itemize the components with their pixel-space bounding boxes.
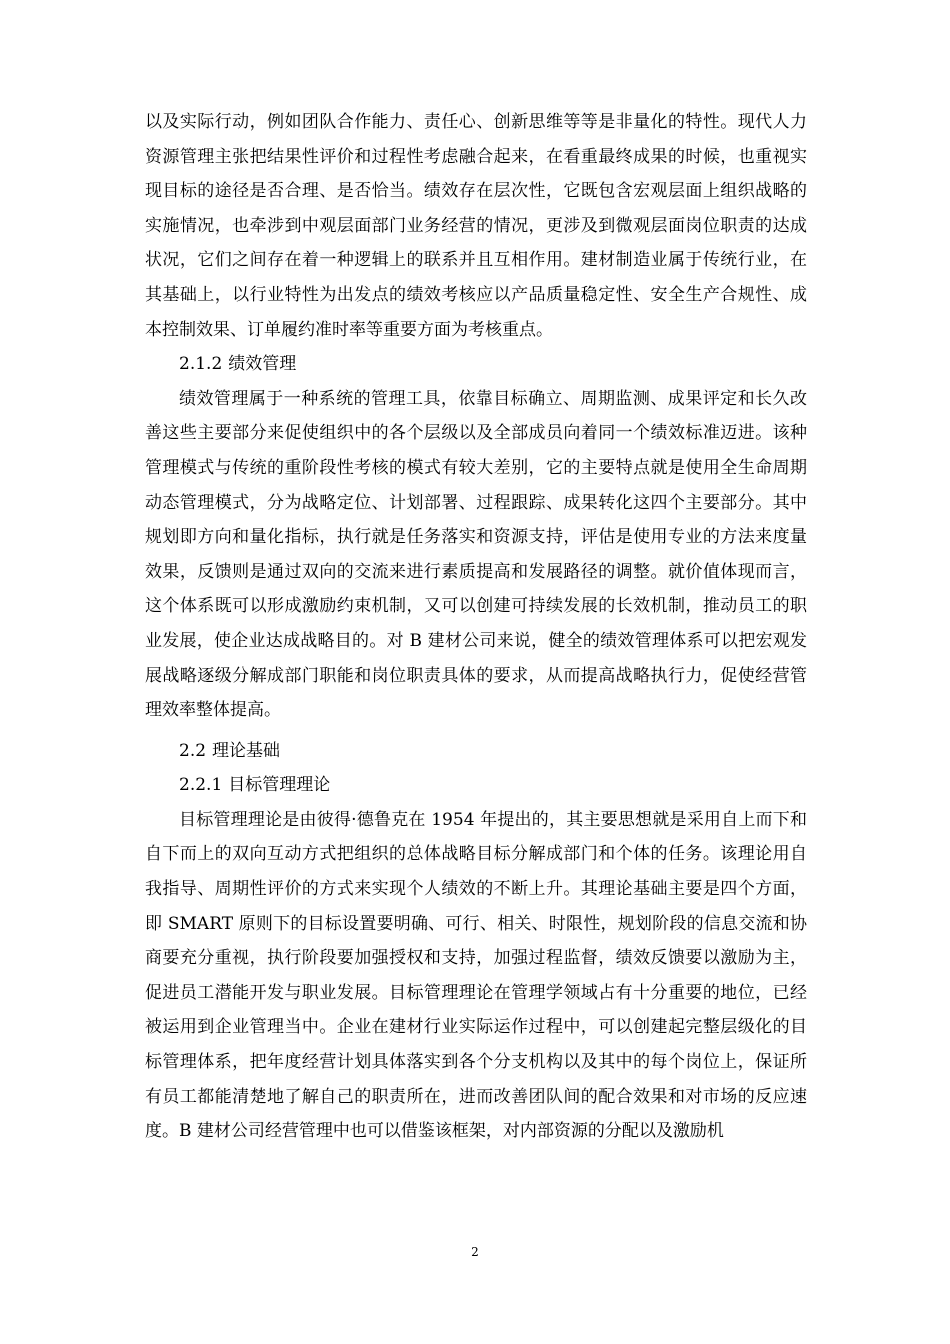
paragraph-performance-definition: 以及实际行动，例如团队合作能力、责任心、创新思维等等是非量化的特性。现代人力资源管理主张把结果性评价和过程性考虑融合起来，在看重最终成果的时候，也重视实现目标的途径是否合理、是否恰当。绩效存在层次性，它既包含宏观层面上组织战略的实施情况，也牵涉到中观层面部门业务经营的情况，更涉及到微观层面岗位职责的达成状况，它们之间存在着一种逻辑上的联系并且互相作用。建材制造业属于传统行业，在其基础上，以行业特性为出发点的绩效考核应以产品质量稳定性、安全生产合规性、成本控制效果、订单履约准时率等重要方面为考核重点。 — [145, 112, 807, 340]
paragraph-performance-management: 绩效管理属于一种系统的管理工具，依靠目标确立、周期监测、成果评定和长久改善这些主要部分来促使组织中的各个层级以及全部成员向着同一个绩效标准迈进。该种管理模式与传统的重阶段性考核的模式有较大差别，它的主要特点就是使用全生命周期动态管理模式，分为战略定位、计划部署、过程跟踪、成果转化这四个主要部分。其中规划即方向和量化指标，执行就是任务落实和资源支持，评估是使用专业的方法来度量效果，反馈则是通过双向的交流来进行素质提高和发展路径的调整。就价值体现而言，这个体系既可以形成激励约束机制，又可以创建可持续发展的长效机制，推动员工的职业发展，使企业达成战略目的。对 B 建材公司来说，健全的绩效管理体系可以把宏观发展战略逐级分解成部门职能和岗位职责具体的要求，从而提高战略执行力，促使经营管理效率整体提高。 — [145, 388, 807, 721]
section-number: 2.1.2 — [179, 354, 223, 375]
section-heading-2-1-2 — [145, 347, 807, 382]
section-title: 理论基础 — [212, 740, 281, 761]
section-heading-2-2-1 — [145, 768, 807, 803]
page-number: 2 — [471, 1245, 479, 1259]
section-heading-2-2 — [145, 734, 807, 769]
section-title: 目标管理理论 — [228, 775, 331, 796]
section-number: 2.2 — [179, 740, 207, 761]
page-body — [145, 105, 807, 1149]
section-number: 2.2.1 — [179, 775, 223, 796]
paragraph-mbo-theory: 目标管理理论是由彼得·德鲁克在 1954 年提出的，其主要思想就是采用自上而下和自下而上的双向互动方式把组织的总体战略目标分解成部门和个体的任务。该理论用自我指导、周期性评价的方式来实现个人绩效的不断上升。其理论基础主要是四个方面，即 SMART 原则下的目标设置要明确、可行、相关、时限性，规划阶段的信息交流和协商要充分重视，执行阶段要加强授权和支持，加强过程监督，绩效反馈要以激励为主，促进员工潜能开发与职业发展。目标管理理论在管理学领域占有十分重要的地位，已经被运用到企业管理当中。企业在建材行业实际运作过程中，可以创建起完整层级化的目标管理体系，把年度经营计划具体落实到各个分支机构以及其中的每个岗位上，保证所有员工都能清楚地了解自己的职责所在，进而改善团队间的配合效果和对市场的反应速度。B 建材公司经营管理中也可以借鉴该框架，对内部资源的分配以及激励机 — [145, 809, 807, 1142]
section-title: 绩效管理 — [228, 354, 297, 375]
